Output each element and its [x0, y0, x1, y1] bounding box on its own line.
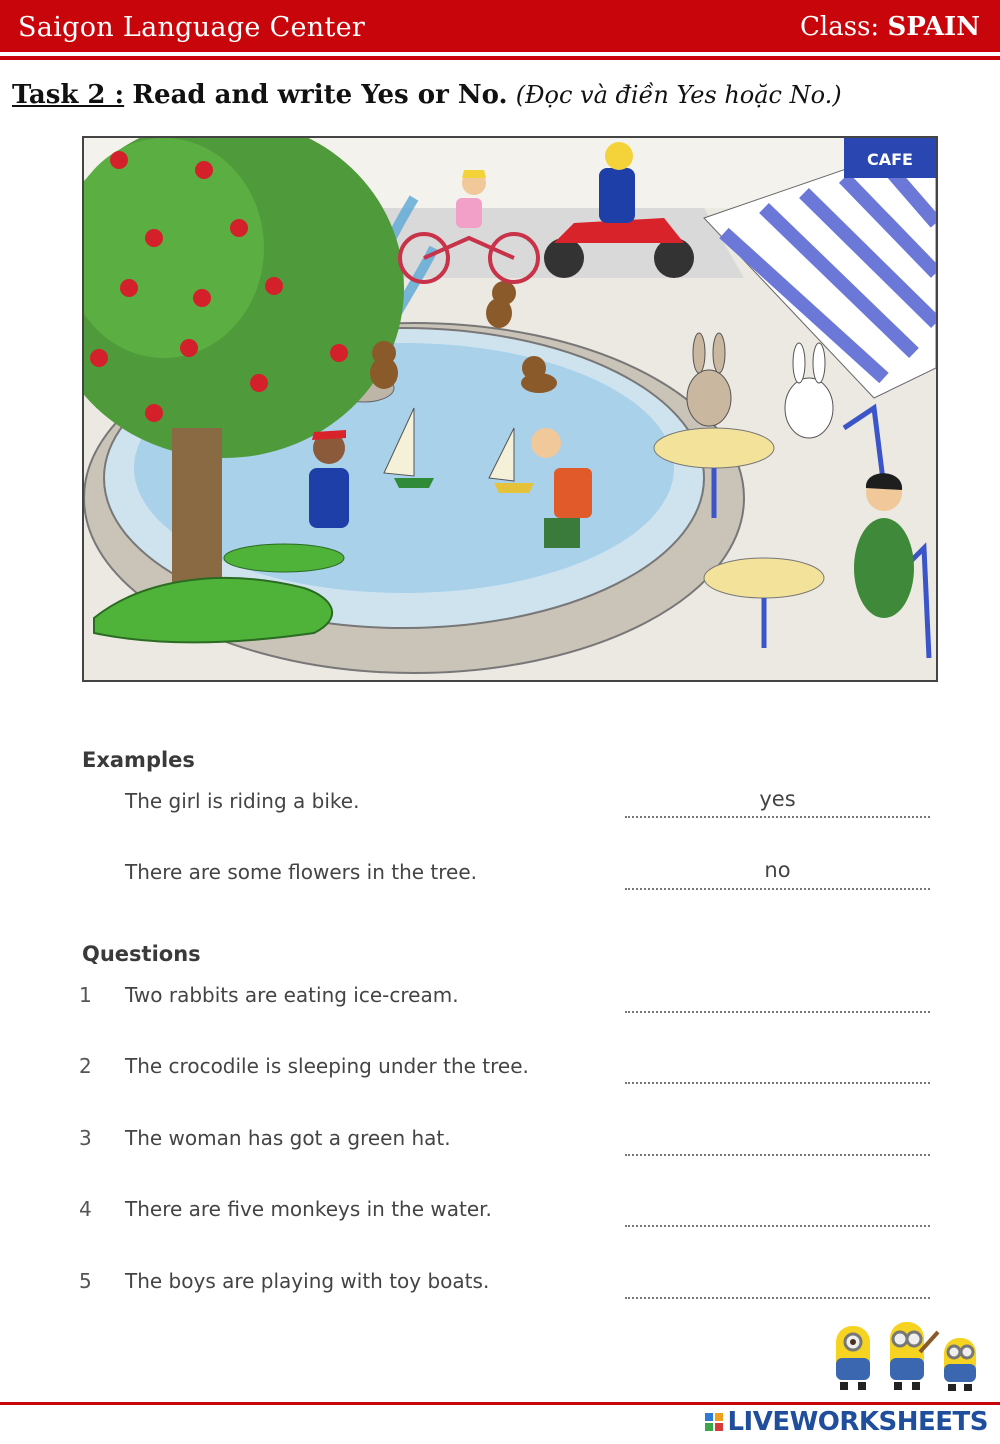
- question-4-answer-input[interactable]: [625, 1196, 934, 1228]
- task-title: Read and write Yes or No.: [132, 80, 508, 110]
- question-5-number: 5: [79, 1269, 92, 1293]
- task-number: Task 2 :: [12, 80, 125, 110]
- question-2-text: The crocodile is sleeping under the tree.: [125, 1054, 529, 1078]
- questions-heading: Questions: [82, 942, 201, 966]
- liveworksheets-logo: [705, 1405, 988, 1439]
- question-4-number: 4: [79, 1197, 92, 1221]
- class-label: Class:: [800, 12, 880, 42]
- question-5-answer-input[interactable]: [625, 1268, 934, 1300]
- question-2-number: 2: [79, 1054, 92, 1078]
- question-5-text: The boys are playing with toy boats.: [125, 1269, 490, 1293]
- example-2-text: There are some flowers in the tree.: [125, 860, 478, 884]
- example-1-answer: yes: [759, 787, 796, 811]
- example-2-answer: no: [764, 858, 791, 882]
- park-scene-illustration: [82, 136, 938, 682]
- question-3-answer-input[interactable]: [625, 1125, 934, 1157]
- example-2-answer-line: [625, 888, 930, 890]
- cafe-sign: CAFE: [867, 150, 913, 169]
- class-info: [800, 12, 980, 42]
- task-heading: [12, 80, 992, 110]
- minions-illustration: [828, 1312, 988, 1394]
- header-divider: [0, 56, 1000, 60]
- examples-heading: Examples: [82, 748, 195, 772]
- scene-drawing: [84, 138, 936, 680]
- example-1-text: The girl is riding a bike.: [125, 789, 360, 813]
- question-1-number: 1: [79, 983, 92, 1007]
- question-4-text: There are five monkeys in the water.: [125, 1197, 492, 1221]
- question-2-answer-input[interactable]: [625, 1053, 934, 1085]
- school-name: Saigon Language Center: [18, 12, 366, 43]
- header-bar: [0, 0, 1000, 52]
- question-3-number: 3: [79, 1126, 92, 1150]
- example-1-answer-line: [625, 816, 930, 818]
- question-1-answer-input[interactable]: [625, 982, 934, 1014]
- task-translation: (Đọc và điền Yes hoặc No.): [515, 81, 842, 109]
- class-name: SPAIN: [887, 12, 980, 42]
- liveworksheets-mark-icon: [705, 1413, 723, 1431]
- liveworksheets-logo-text: LIVEWORKSHEETS: [727, 1407, 988, 1437]
- question-3-text: The woman has got a green hat.: [125, 1126, 451, 1150]
- question-1-text: Two rabbits are eating ice-cream.: [125, 983, 459, 1007]
